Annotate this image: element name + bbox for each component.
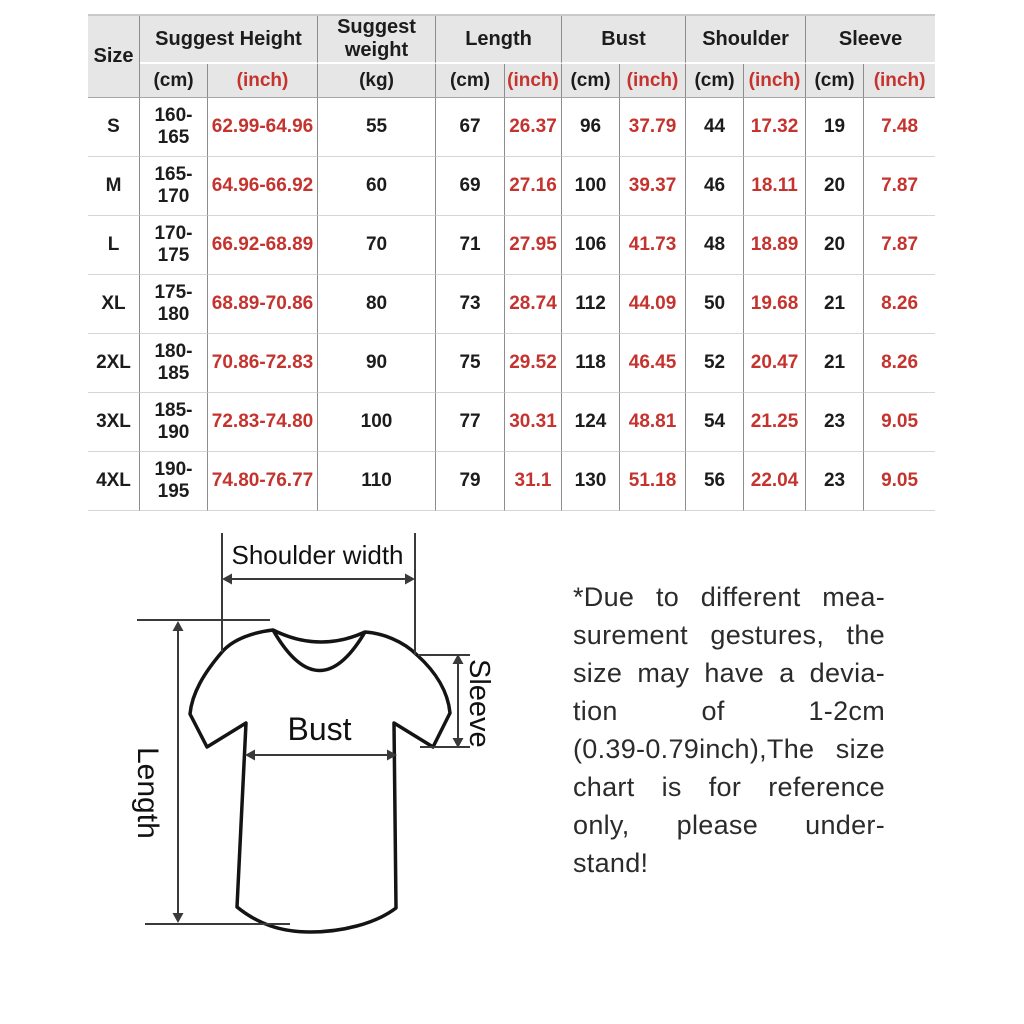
cell-weight-kg: 55 bbox=[318, 98, 436, 157]
cell-length-cm: 79 bbox=[436, 452, 505, 511]
shoulder-width-label: Shoulder width bbox=[231, 540, 404, 570]
cell-bust-inch: 41.73 bbox=[620, 216, 686, 275]
cell-length-inch: 27.95 bbox=[505, 216, 562, 275]
table-header-unit-row bbox=[88, 64, 935, 98]
cell-height-inch: 66.92-68.89 bbox=[208, 216, 318, 275]
cell-shoulder-cm: 54 bbox=[686, 393, 744, 452]
cell-bust-inch: 39.37 bbox=[620, 157, 686, 216]
cell-length-cm: 77 bbox=[436, 393, 505, 452]
cell-bust-cm: 112 bbox=[562, 275, 620, 334]
cell-height-cm: 170-175 bbox=[140, 216, 208, 275]
col-header-sleeve: Sleeve bbox=[806, 16, 935, 64]
cell-sleeve-cm: 19 bbox=[806, 98, 864, 157]
note-line: only, please under- bbox=[573, 810, 885, 840]
cell-shoulder-cm: 56 bbox=[686, 452, 744, 511]
cell-shoulder-inch: 19.68 bbox=[744, 275, 806, 334]
cell-bust-cm: 100 bbox=[562, 157, 620, 216]
table-row bbox=[88, 157, 935, 216]
cell-height-inch: 68.89-70.86 bbox=[208, 275, 318, 334]
table-row bbox=[88, 452, 935, 511]
cell-size: 3XL bbox=[88, 393, 140, 452]
col-header-shoulder: Shoulder bbox=[686, 16, 806, 64]
cell-sleeve-inch: 8.26 bbox=[864, 334, 935, 393]
table-row bbox=[88, 275, 935, 334]
unit-bust-cm: (cm) bbox=[562, 64, 620, 98]
cell-bust-inch: 44.09 bbox=[620, 275, 686, 334]
cell-height-cm: 160-165 bbox=[140, 98, 208, 157]
cell-height-cm: 185-190 bbox=[140, 393, 208, 452]
unit-bust-inch: (inch) bbox=[620, 64, 686, 98]
table-row bbox=[88, 98, 935, 157]
cell-size: 2XL bbox=[88, 334, 140, 393]
cell-bust-cm: 96 bbox=[562, 98, 620, 157]
cell-length-inch: 30.31 bbox=[505, 393, 562, 452]
cell-height-cm: 165-170 bbox=[140, 157, 208, 216]
unit-length-cm: (cm) bbox=[436, 64, 505, 98]
cell-height-cm: 190-195 bbox=[140, 452, 208, 511]
cell-shoulder-cm: 48 bbox=[686, 216, 744, 275]
measurement-disclaimer-note bbox=[573, 578, 885, 882]
cell-bust-inch: 48.81 bbox=[620, 393, 686, 452]
tshirt-diagram-svg bbox=[120, 525, 560, 1015]
cell-height-inch: 62.99-64.96 bbox=[208, 98, 318, 157]
cell-weight-kg: 70 bbox=[318, 216, 436, 275]
cell-size: M bbox=[88, 157, 140, 216]
unit-sleeve-cm: (cm) bbox=[806, 64, 864, 98]
arrowhead-up bbox=[173, 621, 184, 631]
unit-length-inch: (inch) bbox=[505, 64, 562, 98]
col-header-bust: Bust bbox=[562, 16, 686, 64]
cell-length-cm: 69 bbox=[436, 157, 505, 216]
cell-weight-kg: 90 bbox=[318, 334, 436, 393]
cell-shoulder-cm: 46 bbox=[686, 157, 744, 216]
cell-shoulder-inch: 21.25 bbox=[744, 393, 806, 452]
cell-sleeve-inch: 9.05 bbox=[864, 452, 935, 511]
unit-shoulder-inch: (inch) bbox=[744, 64, 806, 98]
cell-length-inch: 31.1 bbox=[505, 452, 562, 511]
cell-shoulder-cm: 50 bbox=[686, 275, 744, 334]
cell-shoulder-inch: 18.89 bbox=[744, 216, 806, 275]
cell-bust-cm: 106 bbox=[562, 216, 620, 275]
cell-height-cm: 180-185 bbox=[140, 334, 208, 393]
cell-sleeve-inch: 7.87 bbox=[864, 216, 935, 275]
note-line: tion of 1-2cm bbox=[573, 696, 885, 726]
cell-sleeve-inch: 7.87 bbox=[864, 157, 935, 216]
cell-bust-cm: 130 bbox=[562, 452, 620, 511]
cell-sleeve-inch: 7.48 bbox=[864, 98, 935, 157]
cell-shoulder-inch: 17.32 bbox=[744, 98, 806, 157]
arrowhead-right bbox=[405, 574, 415, 585]
cell-length-cm: 73 bbox=[436, 275, 505, 334]
cell-shoulder-cm: 44 bbox=[686, 98, 744, 157]
cell-sleeve-cm: 23 bbox=[806, 393, 864, 452]
note-line: size may have a devia- bbox=[573, 658, 885, 688]
cell-bust-cm: 118 bbox=[562, 334, 620, 393]
cell-shoulder-cm: 52 bbox=[686, 334, 744, 393]
unit-height-cm: (cm) bbox=[140, 64, 208, 98]
sleeve-label: Sleeve bbox=[463, 658, 495, 748]
cell-size: S bbox=[88, 98, 140, 157]
note-line: *Due to different mea- bbox=[573, 582, 885, 612]
cell-size: 4XL bbox=[88, 452, 140, 511]
table-header-group-row bbox=[88, 16, 935, 64]
tshirt-measurement-diagram bbox=[120, 525, 560, 1015]
col-header-length: Length bbox=[436, 16, 562, 64]
cell-bust-inch: 51.18 bbox=[620, 452, 686, 511]
cell-height-inch: 74.80-76.77 bbox=[208, 452, 318, 511]
cell-length-inch: 29.52 bbox=[505, 334, 562, 393]
arrowhead-left bbox=[222, 574, 232, 585]
col-header-suggest-height: Suggest Height bbox=[140, 16, 318, 64]
cell-length-inch: 27.16 bbox=[505, 157, 562, 216]
cell-sleeve-cm: 21 bbox=[806, 275, 864, 334]
unit-shoulder-cm: (cm) bbox=[686, 64, 744, 98]
cell-bust-cm: 124 bbox=[562, 393, 620, 452]
cell-sleeve-cm: 20 bbox=[806, 216, 864, 275]
cell-length-cm: 67 bbox=[436, 98, 505, 157]
cell-bust-inch: 46.45 bbox=[620, 334, 686, 393]
note-line: (0.39-0.79inch),The size bbox=[573, 734, 885, 764]
length-label: Length bbox=[131, 746, 164, 839]
cell-sleeve-inch: 8.26 bbox=[864, 275, 935, 334]
cell-shoulder-inch: 20.47 bbox=[744, 334, 806, 393]
cell-height-inch: 72.83-74.80 bbox=[208, 393, 318, 452]
cell-weight-kg: 100 bbox=[318, 393, 436, 452]
unit-sleeve-inch: (inch) bbox=[864, 64, 935, 98]
cell-sleeve-inch: 9.05 bbox=[864, 393, 935, 452]
note-line: surement gestures, the bbox=[573, 620, 885, 650]
table-row bbox=[88, 216, 935, 275]
col-header-suggest-weight: Suggest weight bbox=[318, 16, 436, 64]
note-line: stand! bbox=[573, 848, 649, 878]
cell-shoulder-inch: 22.04 bbox=[744, 452, 806, 511]
cell-size: XL bbox=[88, 275, 140, 334]
note-line: chart is for reference bbox=[573, 772, 885, 802]
table-row bbox=[88, 393, 935, 452]
cell-length-cm: 71 bbox=[436, 216, 505, 275]
cell-length-cm: 75 bbox=[436, 334, 505, 393]
cell-sleeve-cm: 23 bbox=[806, 452, 864, 511]
cell-weight-kg: 60 bbox=[318, 157, 436, 216]
size-chart-table bbox=[88, 14, 935, 511]
cell-length-inch: 26.37 bbox=[505, 98, 562, 157]
unit-weight-kg: (kg) bbox=[318, 64, 436, 98]
cell-sleeve-cm: 20 bbox=[806, 157, 864, 216]
table-row bbox=[88, 334, 935, 393]
cell-size: L bbox=[88, 216, 140, 275]
col-header-size: Size bbox=[88, 16, 140, 98]
unit-height-inch: (inch) bbox=[208, 64, 318, 98]
cell-weight-kg: 110 bbox=[318, 452, 436, 511]
cell-height-inch: 70.86-72.83 bbox=[208, 334, 318, 393]
bust-label: Bust bbox=[287, 711, 352, 747]
arrowhead-down bbox=[173, 913, 184, 923]
cell-weight-kg: 80 bbox=[318, 275, 436, 334]
cell-sleeve-cm: 21 bbox=[806, 334, 864, 393]
cell-shoulder-inch: 18.11 bbox=[744, 157, 806, 216]
tshirt-outline bbox=[190, 630, 450, 932]
cell-height-cm: 175-180 bbox=[140, 275, 208, 334]
cell-height-inch: 64.96-66.92 bbox=[208, 157, 318, 216]
cell-bust-inch: 37.79 bbox=[620, 98, 686, 157]
cell-length-inch: 28.74 bbox=[505, 275, 562, 334]
